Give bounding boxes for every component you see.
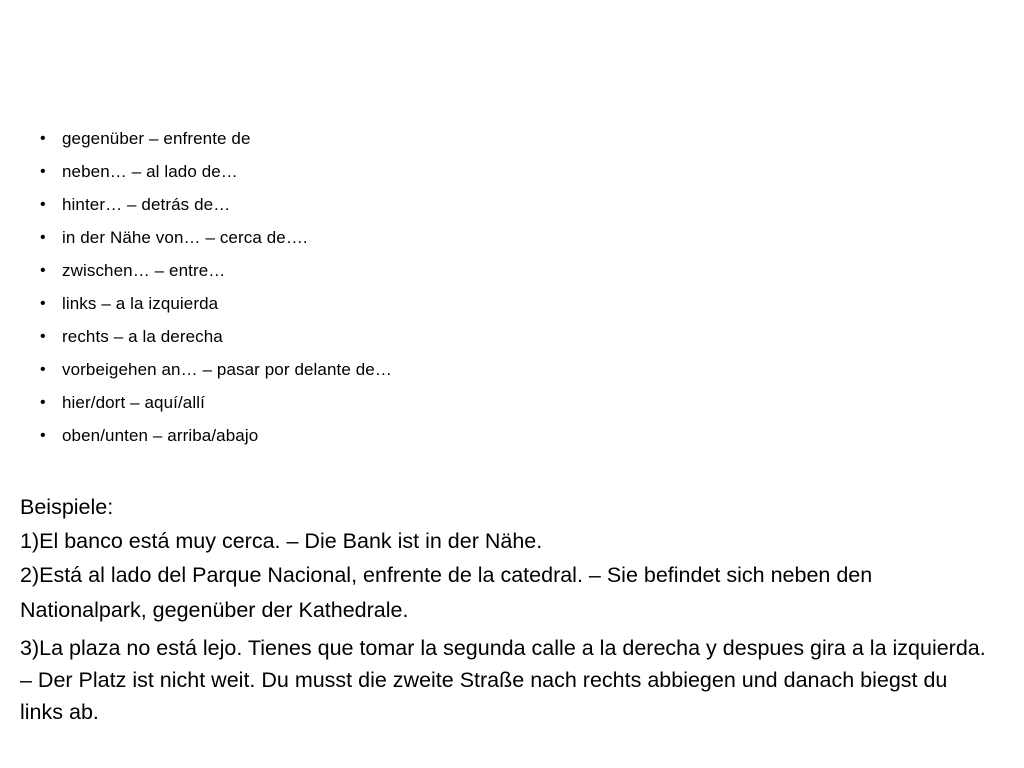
list-item: [40, 254, 940, 287]
bullet-icon: •: [40, 162, 46, 180]
bullet-icon: •: [40, 327, 46, 345]
list-item: [40, 287, 940, 320]
list-item: [40, 386, 940, 419]
vocab-text: hier/dort – aquí/allí: [62, 392, 205, 412]
bullet-icon: •: [40, 294, 46, 312]
vocab-text: vorbeigehen an… – pasar por delante de…: [62, 359, 392, 379]
list-item: [40, 188, 940, 221]
bullet-icon: •: [40, 360, 46, 378]
list-item: [40, 353, 940, 386]
example-3: 3)La plaza no está lejo. Tienes que tomar la segunda calle a la derecha y despues gira a la izquierda. – Der Platz ist nicht weit. Du musst die zweite Straße nach rechts abbiegen und danach biegst du links ab.: [20, 636, 986, 724]
examples-heading: Beispiele:: [20, 495, 114, 519]
example-1: 1)El banco está muy cerca. – Die Bank ist in der Nähe.: [20, 529, 543, 553]
bullet-icon: •: [40, 228, 46, 246]
vocab-text: neben… – al lado de…: [62, 161, 238, 181]
vocab-text: hinter… – detrás de…: [62, 194, 231, 214]
vocabulary-list: [40, 122, 940, 452]
bullet-icon: •: [40, 195, 46, 213]
list-item: [40, 122, 940, 155]
vocab-text: rechts – a la derecha: [62, 326, 223, 346]
list-item: [40, 155, 940, 188]
bullet-icon: •: [40, 261, 46, 279]
vocab-text: links – a la izquierda: [62, 293, 219, 313]
bullet-icon: •: [40, 129, 46, 147]
list-item: [40, 320, 940, 353]
examples-section: [20, 490, 990, 728]
vocab-text: oben/unten – arriba/abajo: [62, 425, 259, 445]
vocab-text: in der Nähe von… – cerca de….: [62, 227, 308, 247]
vocab-text: zwischen… – entre…: [62, 260, 226, 280]
bullet-icon: •: [40, 393, 46, 411]
bullet-icon: •: [40, 426, 46, 444]
list-item: [40, 221, 940, 254]
vocab-text: gegenüber – enfrente de: [62, 128, 251, 148]
list-item: [40, 419, 940, 452]
example-2: 2)Está al lado del Parque Nacional, enfrente de la catedral. – Sie befindet sich neben den Nationalpark, gegenüber der Kathedrale.: [20, 563, 873, 622]
